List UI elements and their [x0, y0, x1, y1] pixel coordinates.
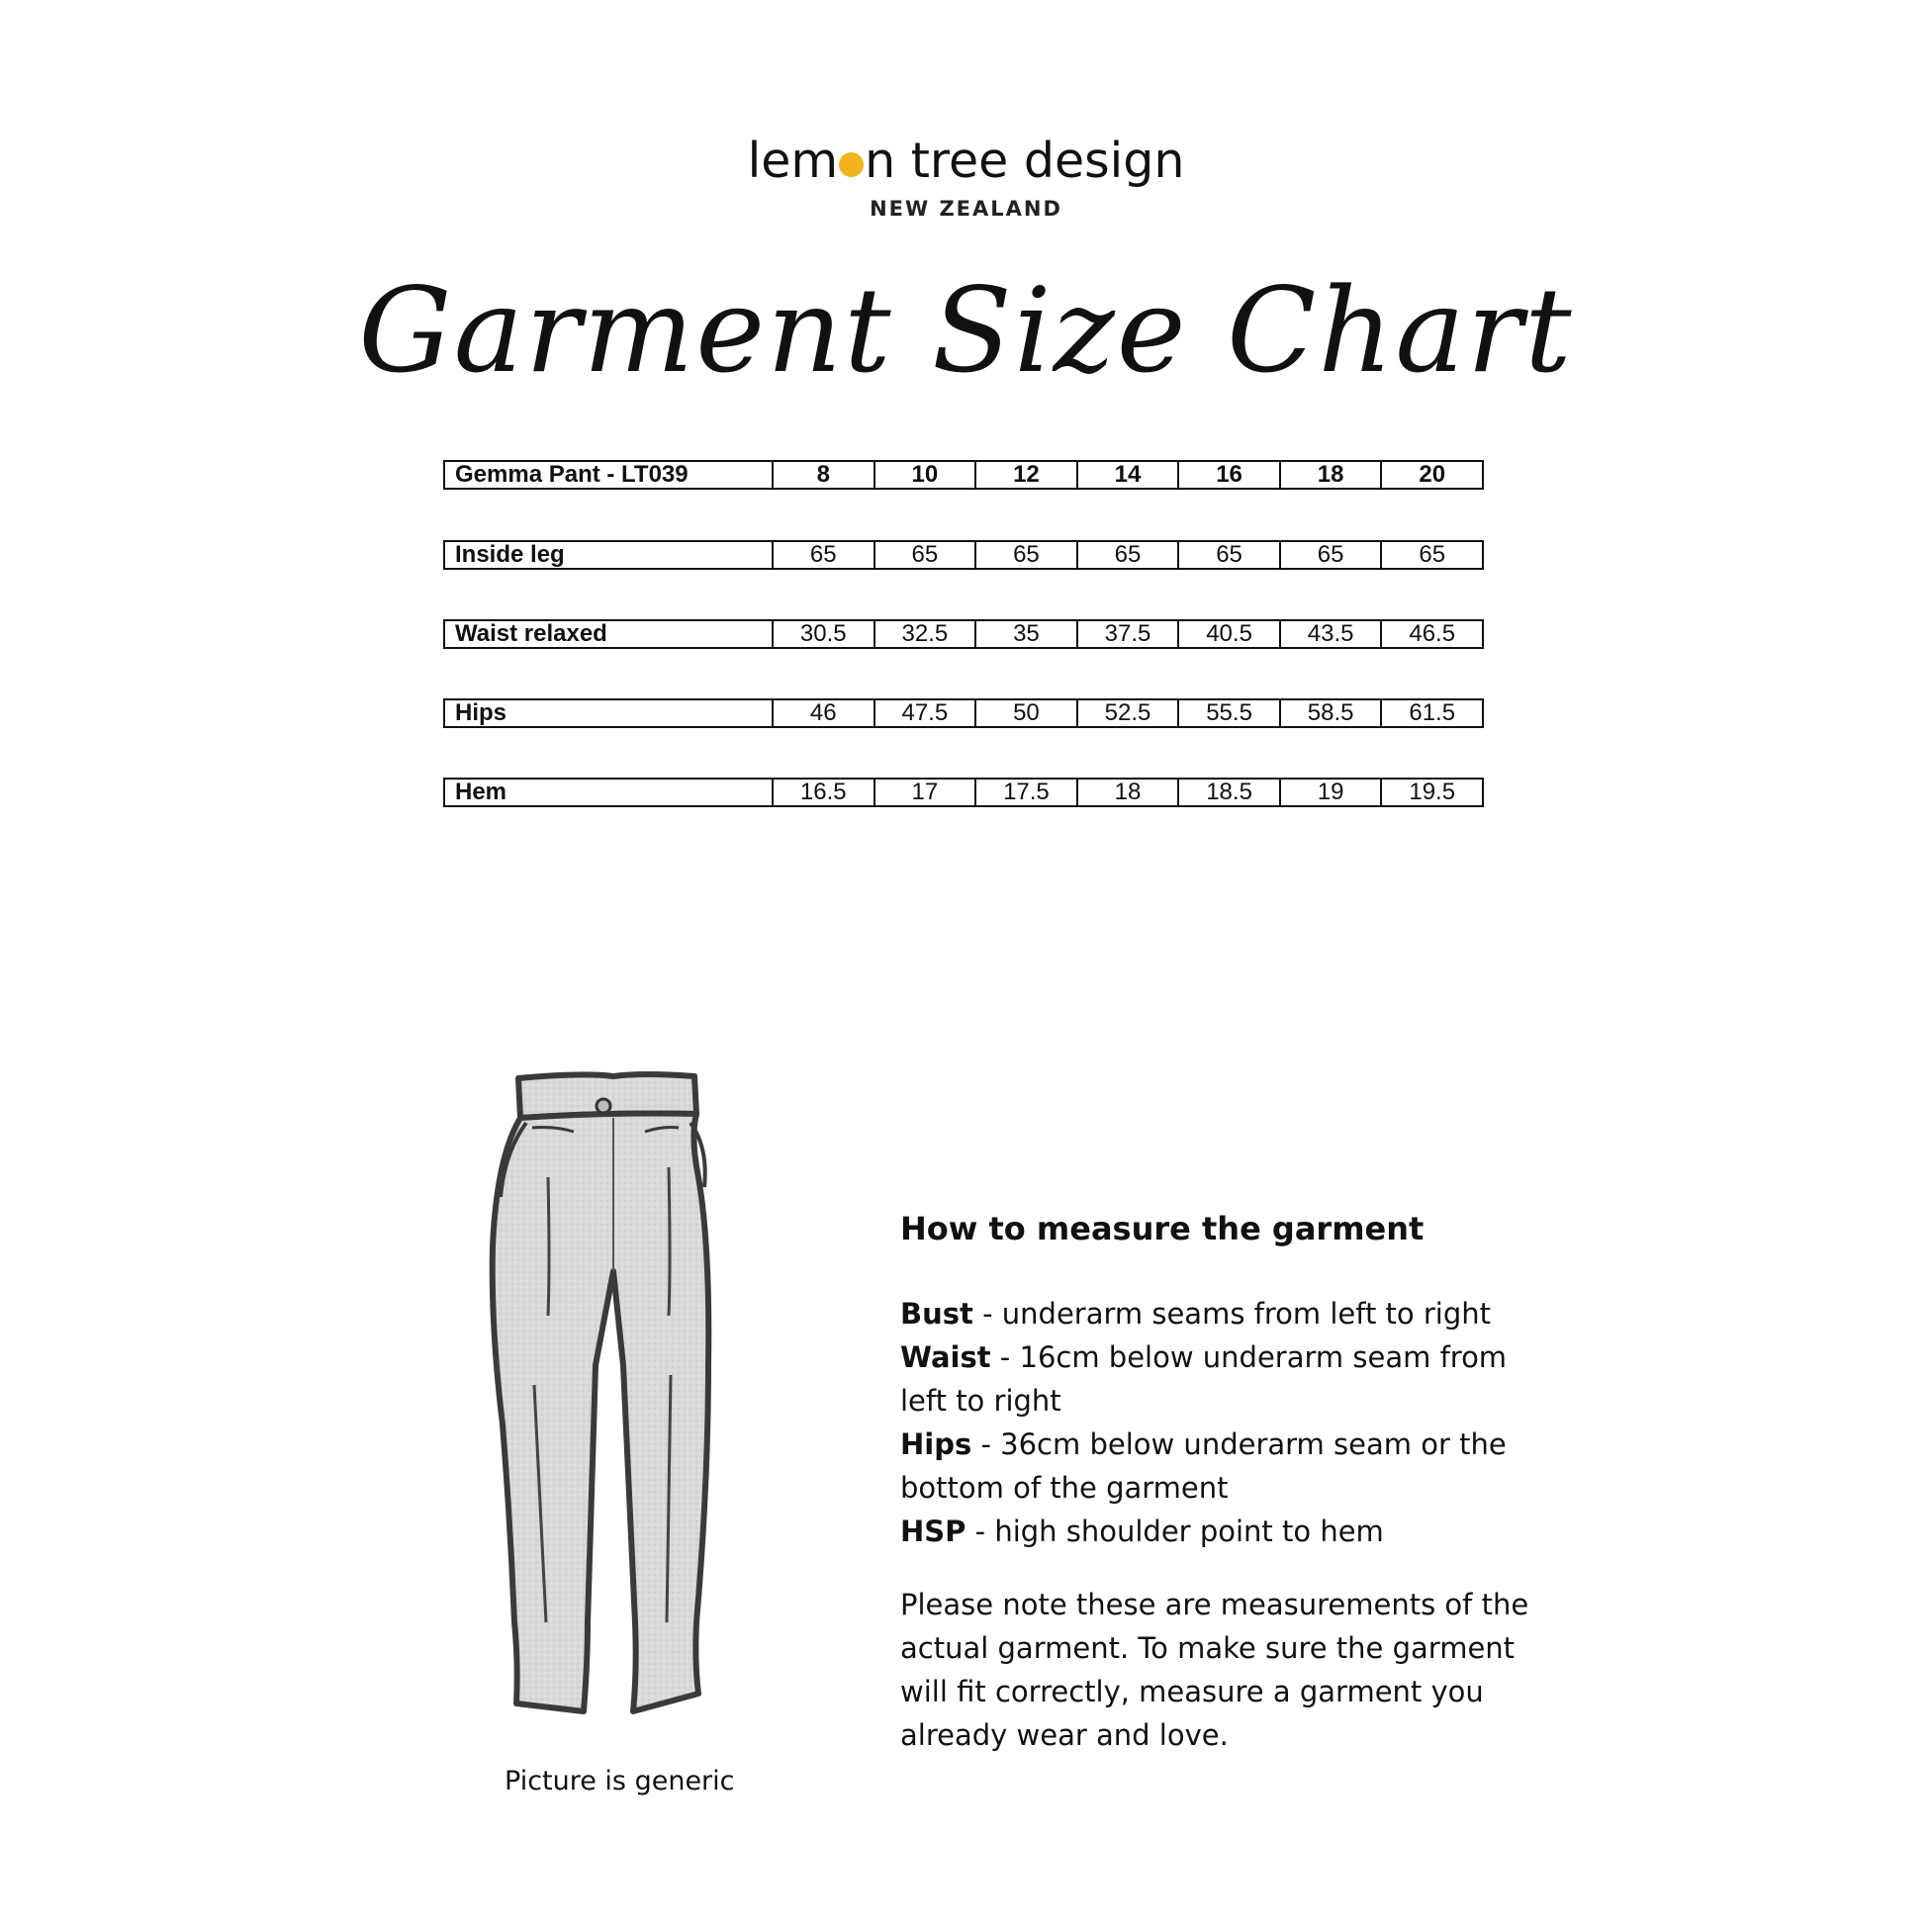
table-cell: 65 — [1380, 542, 1482, 568]
table-cell: 37.5 — [1076, 621, 1178, 647]
instruction-desc: - 36cm below underarm seam or the bottom of the garment — [900, 1427, 1507, 1505]
measurement-note: Please note these are measurements of the actual garment. To make sure the garment will fit correctly, measure a garment you already wear and love. — [900, 1588, 1529, 1752]
table-row-label: Hips — [455, 699, 507, 726]
table-cell: 65 — [874, 542, 975, 568]
table-header-cell: 10 — [874, 462, 975, 488]
instruction-term: Bust — [900, 1297, 973, 1331]
table-cell: 18 — [1076, 780, 1178, 805]
table-cell: 65 — [1177, 542, 1279, 568]
table-cell: 19.5 — [1380, 780, 1482, 805]
instruction-desc: - 16cm below underarm seam from left to right — [900, 1340, 1508, 1418]
brand-name-suffix: n tree design — [865, 133, 1185, 189]
instruction-item — [900, 1292, 1533, 1335]
table-cell: 47.5 — [874, 700, 975, 726]
table-cell: 52.5 — [1076, 700, 1178, 726]
table-row — [443, 778, 1484, 807]
table-cell: 30.5 — [772, 621, 874, 647]
table-cell: 50 — [974, 700, 1076, 726]
table-cell: 19 — [1279, 780, 1381, 805]
table-row — [443, 619, 1484, 649]
table-cell: 35 — [974, 621, 1076, 647]
table-header-cell: 18 — [1279, 462, 1381, 488]
table-row-label: Waist relaxed — [455, 620, 607, 647]
table-cell: 43.5 — [1279, 621, 1381, 647]
table-cell: 17 — [874, 780, 975, 805]
instruction-term: Waist — [900, 1340, 991, 1374]
lemon-dot-icon — [839, 152, 864, 177]
table-row — [443, 698, 1484, 728]
measurement-instructions — [900, 1207, 1533, 1757]
table-cell: 65 — [974, 542, 1076, 568]
table-cell: 65 — [1279, 542, 1381, 568]
table-cell: 17.5 — [974, 780, 1076, 805]
table-header-cell: 16 — [1177, 462, 1279, 488]
brand-name — [747, 133, 1185, 189]
table-cell: 46.5 — [1380, 621, 1482, 647]
table-header-cell: 8 — [772, 462, 874, 488]
brand-logo — [0, 133, 1932, 221]
table-row-label: Hem — [455, 779, 507, 805]
instruction-term: Hips — [900, 1427, 972, 1461]
table-header-cell: 12 — [974, 462, 1076, 488]
pants-illustration-icon — [475, 1068, 752, 1721]
table-header-row — [443, 460, 1484, 490]
instruction-item — [900, 1510, 1533, 1553]
instructions-heading: How to measure the garment — [900, 1210, 1425, 1247]
table-header-cell: 20 — [1380, 462, 1482, 488]
illustration-caption: Picture is generic — [505, 1766, 735, 1796]
table-row-label: Inside leg — [455, 541, 565, 568]
instruction-desc: - underarm seams from left to right — [972, 1297, 1492, 1331]
table-cell: 65 — [1076, 542, 1178, 568]
table-cell: 46 — [772, 700, 874, 726]
table-cell: 58.5 — [1279, 700, 1381, 726]
instruction-desc: - high shoulder point to hem — [966, 1515, 1384, 1548]
page-title: Garment Size Chart — [358, 262, 1574, 399]
instruction-term: HSP — [900, 1515, 966, 1548]
table-cell: 40.5 — [1177, 621, 1279, 647]
brand-subtitle: NEW ZEALAND — [870, 197, 1062, 221]
instruction-item — [900, 1335, 1533, 1423]
table-cell: 16.5 — [772, 780, 874, 805]
table-cell: 18.5 — [1177, 780, 1279, 805]
table-cell: 65 — [772, 542, 874, 568]
table-cell: 32.5 — [874, 621, 975, 647]
brand-name-prefix: lem — [747, 133, 839, 189]
table-cell: 61.5 — [1380, 700, 1482, 726]
table-cell: 55.5 — [1177, 700, 1279, 726]
table-row — [443, 540, 1484, 570]
instruction-item — [900, 1423, 1533, 1510]
table-header-cell: 14 — [1076, 462, 1178, 488]
table-header-cell: Gemma Pant - LT039 — [455, 461, 689, 488]
